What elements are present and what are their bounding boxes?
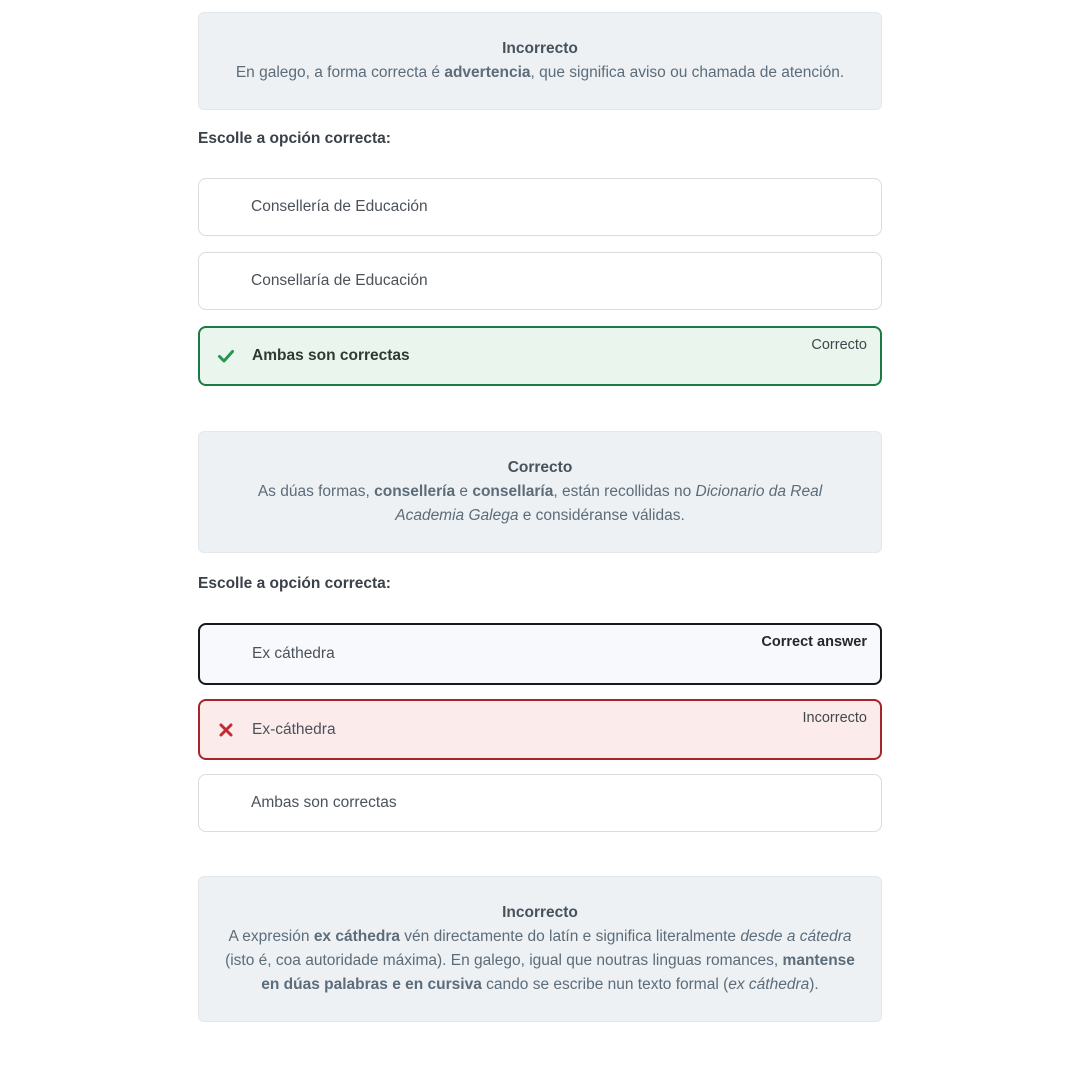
option-ex-cathedra[interactable]	[198, 623, 882, 685]
option-label: Ex-cáthedra	[252, 720, 336, 738]
cross-icon	[217, 721, 235, 739]
feedback-box-correct	[198, 431, 882, 553]
status-badge-incorrecto: Incorrecto	[802, 710, 867, 726]
option-label: Consellería de Educación	[251, 198, 428, 215]
feedback-text: As dúas formas, consellería e consellaría, están recollidas no Dicionario da Real Academia Galega e considéranse válidas.	[257, 483, 823, 524]
feedback-title: Correcto	[507, 459, 573, 476]
status-badge-correcto: Correcto	[811, 337, 867, 353]
check-icon	[217, 347, 235, 365]
status-badge-correct-answer: Correct answer	[761, 634, 867, 650]
option-conselleria[interactable]	[198, 178, 882, 236]
feedback-box-incorrect-2	[198, 876, 882, 1022]
option-ambas-2[interactable]	[198, 774, 882, 832]
option-consellaria[interactable]	[198, 252, 882, 310]
feedback-title: Incorrecto	[502, 40, 578, 57]
question-heading-2: Escolle a opción correcta:	[198, 575, 391, 592]
feedback-title: Incorrecto	[502, 904, 578, 921]
option-ambas-correct[interactable]	[198, 326, 882, 386]
option-label: Ambas son correctas	[252, 347, 410, 364]
option-label: Ex cáthedra	[252, 645, 335, 662]
question-heading-1: Escolle a opción correcta:	[198, 130, 391, 147]
option-label: Ambas son correctas	[251, 794, 397, 811]
option-label: Consellaría de Educación	[251, 272, 428, 289]
feedback-text: A expresión ex cáthedra vén directamente do latín e significa literalmente desde a cátedra (isto é, coa autoridade máxima). En galego, igual que noutras linguas romances, mantense en dúas palabras e en cursiva cando se escribe nun texto formal (ex cáthedra).	[225, 928, 855, 993]
option-ex-cathedra-hyphen[interactable]	[198, 699, 882, 760]
quiz-page	[198, 0, 882, 1022]
feedback-box-incorrect-1	[198, 12, 882, 110]
feedback-text: En galego, a forma correcta é advertencia, que significa aviso ou chamada de atención.	[235, 64, 845, 81]
